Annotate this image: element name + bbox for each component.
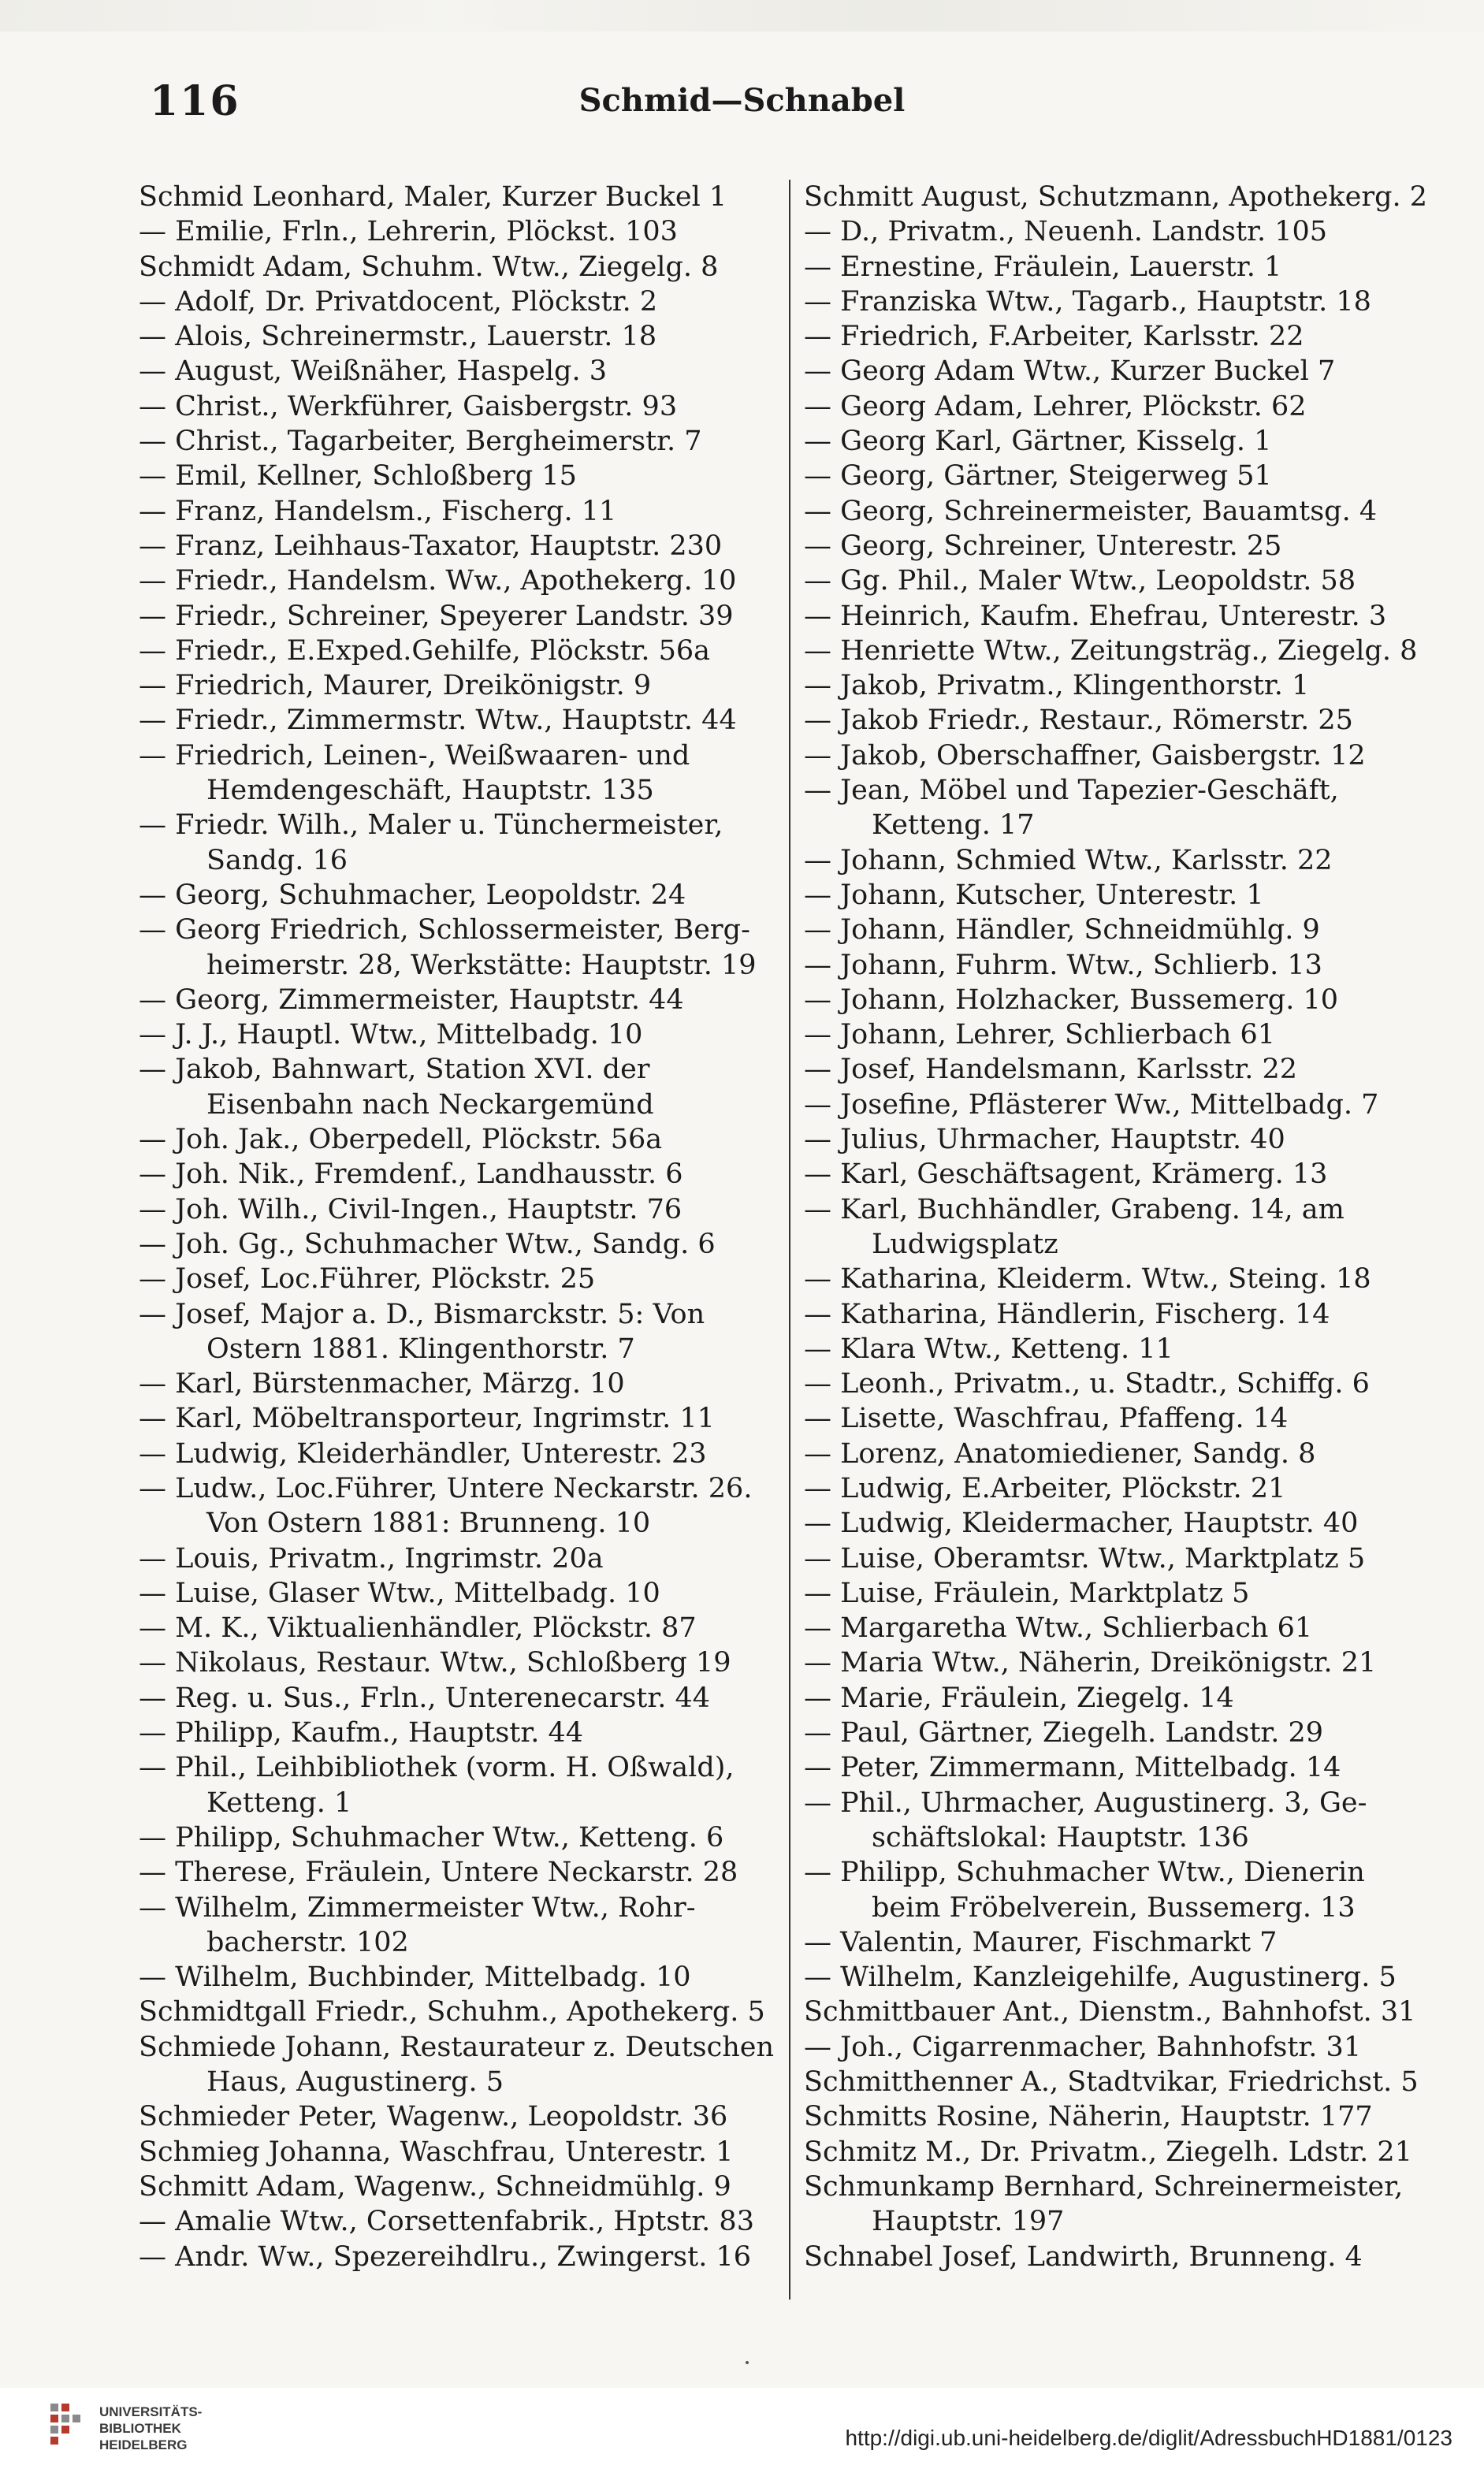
library-name-line-3: HEIDELBERG — [99, 2437, 188, 2452]
directory-entry-line: — Georg, Zimmermeister, Hauptstr. 44 — [139, 983, 684, 1016]
directory-entry-line: — Josef, Major a. D., Bismarckstr. 5: Von — [139, 1298, 705, 1330]
directory-entry-line: Schmitt Adam, Wagenw., Schneidmühlg. 9 — [139, 2170, 731, 2203]
directory-entry-line: — Joh. Wilh., Civil-Ingen., Hauptstr. 76 — [139, 1193, 682, 1225]
directory-entry-line: — Maria Wtw., Näherin, Dreikönigstr. 21 — [804, 1647, 1377, 1679]
directory-entry-line: Haus, Augustinerg. 5 — [206, 2066, 504, 2099]
directory-entry-line: — Josef, Loc.Führer, Plöckstr. 25 — [139, 1263, 596, 1296]
directory-entry-line: — Therese, Fräulein, Untere Neckarstr. 28 — [139, 1857, 738, 1889]
directory-entry-line: — Phil., Leihbibliothek (vorm. H. Oßwald), — [139, 1752, 735, 1784]
page-number: 116 — [150, 77, 240, 125]
directory-entry-line: — Georg Adam, Lehrer, Plöckstr. 62 — [804, 390, 1307, 422]
directory-entry-line: Schmieg Johanna, Waschfrau, Unterestr. 1 — [139, 2136, 734, 2168]
directory-entry-line: — Johann, Schmied Wtw., Karlsstr. 22 — [804, 844, 1333, 876]
directory-entry-line: schäftslokal: Hauptstr. 136 — [872, 1821, 1249, 1853]
directory-entry-line: — Reg. u. Sus., Frln., Unterenecarstr. 44 — [139, 1682, 711, 1714]
directory-entry-line: Schmieder Peter, Wagenw., Leopoldstr. 36 — [139, 2101, 728, 2133]
directory-entry-line: — August, Weißnäher, Haspelg. 3 — [139, 355, 607, 388]
directory-entry-line: — Ludwig, Kleiderhändler, Unterestr. 23 — [139, 1437, 707, 1470]
print-mark — [746, 2361, 749, 2364]
directory-entry-line: — Karl, Bürstenmacher, Märzg. 10 — [139, 1368, 625, 1400]
directory-entry-line: — Franziska Wtw., Tagarb., Hauptstr. 18 — [804, 285, 1371, 318]
directory-entry-line: — Jean, Möbel und Tapezier-Geschäft, — [804, 775, 1339, 807]
column-divider — [789, 180, 790, 2300]
library-name-line-2: BIBLIOTHEK — [99, 2421, 181, 2436]
directory-entry-line: Eisenbahn nach Neckargemünd — [206, 1088, 654, 1121]
directory-entry-line: — Friedrich, Leinen-, Weißwaaren- und — [139, 739, 690, 772]
directory-entry-line: — Amalie Wtw., Corsettenfabrik., Hptstr. 83 — [139, 2206, 754, 2238]
directory-entry-line: Schmunkamp Bernhard, Schreinermeister, — [804, 2170, 1404, 2203]
directory-entry-line: Ketteng. 1 — [206, 1787, 352, 1819]
directory-entry-line: — Katharina, Kleiderm. Wtw., Steing. 18 — [804, 1263, 1371, 1296]
directory-entry-line: — Georg Karl, Gärtner, Kisselg. 1 — [804, 426, 1272, 458]
directory-entry-line: — Georg, Schreinermeister, Bauamtsg. 4 — [804, 495, 1378, 527]
directory-entry-line: — Luise, Oberamtsr. Wtw., Marktplatz 5 — [804, 1542, 1366, 1575]
directory-entry-line: — Katharina, Händlerin, Fischerg. 14 — [804, 1298, 1330, 1330]
directory-entry-line: — Karl, Möbeltransporteur, Ingrimstr. 11 — [139, 1403, 715, 1435]
directory-entry-line: Schmitt August, Schutzmann, Apothekerg. 2 — [804, 181, 1428, 213]
directory-entry-line: — J. J., Hauptl. Wtw., Mittelbadg. 10 — [139, 1019, 643, 1051]
library-name — [99, 2404, 202, 2453]
directory-entry-line: — Margaretha Wtw., Schlierbach 61 — [804, 1612, 1313, 1645]
directory-entry-line: — Gg. Phil., Maler Wtw., Leopoldstr. 58 — [804, 565, 1356, 597]
directory-entry-line: Sandg. 16 — [206, 844, 348, 876]
directory-entry-line: — Christ., Werkführer, Gaisbergstr. 93 — [139, 390, 678, 422]
directory-entry-line: Hemdengeschäft, Hauptstr. 135 — [206, 775, 654, 807]
university-library-logo-icon — [49, 2399, 87, 2454]
directory-entry-line: — Luise, Fräulein, Marktplatz 5 — [804, 1577, 1250, 1609]
directory-entry-line: — Phil., Uhrmacher, Augustinerg. 3, Ge- — [804, 1787, 1367, 1819]
directory-entry-line: — Wilhelm, Zimmermeister Wtw., Rohr- — [139, 1891, 696, 1924]
source-url-link[interactable]: http://digi.ub.uni-heidelberg.de/diglit/AdressbuchHD1881/0123 — [845, 2426, 1452, 2450]
directory-entry-line: — Leonh., Privatm., u. Stadtr., Schiffg. 6 — [804, 1368, 1370, 1400]
directory-entry-line: — Johann, Händler, Schneidmühlg. 9 — [804, 914, 1320, 946]
directory-entry-line: — D., Privatm., Neuenh. Landstr. 105 — [804, 216, 1328, 248]
directory-entry-line: — Henriette Wtw., Zeitungsträg., Ziegelg. 8 — [804, 634, 1418, 667]
paper-edge — [0, 0, 1484, 32]
directory-entry-line: — Julius, Uhrmacher, Hauptstr. 40 — [804, 1124, 1285, 1156]
directory-entry-line: Von Ostern 1881: Brunneng. 10 — [206, 1508, 651, 1540]
directory-entry-line: Schmid Leonhard, Maler, Kurzer Buckel 1 — [139, 181, 727, 213]
directory-entry-line: — Wilhelm, Buchbinder, Mittelbadg. 10 — [139, 1961, 691, 1994]
directory-entry-line: — Karl, Buchhändler, Grabeng. 14, am — [804, 1193, 1345, 1225]
right-column — [804, 180, 1450, 2274]
directory-entry-line: — Georg, Schuhmacher, Leopoldstr. 24 — [139, 879, 686, 911]
directory-entry-line: — Joh., Cigarrenmacher, Bahnhofstr. 31 — [804, 2031, 1362, 2063]
directory-entry-line: — Heinrich, Kaufm. Ehefrau, Unterestr. 3 — [804, 600, 1387, 632]
directory-entry-line: Schmitthenner A., Stadtvikar, Friedrichst. 5 — [804, 2066, 1419, 2099]
directory-entry-line: — Ludwig, Kleidermacher, Hauptstr. 40 — [804, 1508, 1359, 1540]
directory-entry-line: — Georg, Gärtner, Steigerweg 51 — [804, 460, 1272, 493]
directory-entry-line: — Franz, Handelsm., Fischerg. 11 — [139, 495, 617, 527]
directory-entry-line: Schmitz M., Dr. Privatm., Ziegelh. Ldstr. 21 — [804, 2136, 1412, 2168]
directory-entry-line: — Friedrich, F.Arbeiter, Karlsstr. 22 — [804, 321, 1304, 353]
directory-entry-line: — Klara Wtw., Ketteng. 11 — [804, 1333, 1173, 1365]
directory-entry-line: Ostern 1881. Klingenthorstr. 7 — [206, 1333, 635, 1365]
directory-entry-line: — Joh. Nik., Fremdenf., Landhausstr. 6 — [139, 1158, 683, 1191]
directory-entry-line: — Friedr., E.Exped.Gehilfe, Plöckstr. 56a — [139, 634, 711, 667]
directory-entry-line: — Johann, Kutscher, Unterestr. 1 — [804, 879, 1264, 911]
left-column — [139, 180, 785, 2274]
directory-entry-line: — Louis, Privatm., Ingrimstr. 20a — [139, 1542, 604, 1575]
directory-entry-line: Schmittbauer Ant., Dienstm., Bahnhofst. 31 — [804, 1996, 1416, 2028]
directory-entry-line: — Valentin, Maurer, Fischmarkt 7 — [804, 1926, 1278, 1958]
directory-entry-line: Ketteng. 17 — [872, 809, 1035, 842]
directory-entry-line: — Friedr. Wilh., Maler u. Tünchermeister, — [139, 809, 723, 842]
directory-entry-line: Schmidt Adam, Schuhm. Wtw., Ziegelg. 8 — [139, 251, 719, 283]
directory-entry-line: — Ernestine, Fräulein, Lauerstr. 1 — [804, 251, 1282, 283]
directory-entry-line: — Ludw., Loc.Führer, Untere Neckarstr. 26. — [139, 1472, 753, 1504]
directory-entry-line: — Luise, Glaser Wtw., Mittelbadg. 10 — [139, 1577, 660, 1609]
directory-entry-line: — Georg Adam Wtw., Kurzer Buckel 7 — [804, 355, 1336, 388]
directory-entry-line: — Alois, Schreinermstr., Lauerstr. 18 — [139, 321, 657, 353]
directory-entry-line: — Paul, Gärtner, Ziegelh. Landstr. 29 — [804, 1717, 1324, 1749]
running-head: Schmid—Schnabel — [578, 82, 906, 119]
directory-entry-line: Schmitts Rosine, Näherin, Hauptstr. 177 — [804, 2101, 1373, 2133]
directory-entry-line: Ludwigsplatz — [872, 1228, 1058, 1260]
directory-entry-line: — Friedr., Handelsm. Ww., Apothekerg. 10 — [139, 565, 737, 597]
directory-entry-line: — Lorenz, Anatomiediener, Sandg. 8 — [804, 1437, 1316, 1470]
directory-entry-line: heimerstr. 28, Werkstätte: Hauptstr. 19 — [206, 949, 757, 981]
directory-entry-line: Schmidtgall Friedr., Schuhm., Apothekerg. 5 — [139, 1996, 765, 2028]
directory-entry-line: — Nikolaus, Restaur. Wtw., Schloßberg 19 — [139, 1647, 731, 1679]
directory-entry-line: — Adolf, Dr. Privatdocent, Plöckstr. 2 — [139, 285, 658, 318]
directory-entry-line: — Joh. Gg., Schuhmacher Wtw., Sandg. 6 — [139, 1228, 716, 1260]
directory-entry-line: — Christ., Tagarbeiter, Bergheimerstr. 7 — [139, 426, 702, 458]
directory-entry-line: — Friedr., Zimmermstr. Wtw., Hauptstr. 44 — [139, 705, 737, 737]
directory-entry-line: — Philipp, Schuhmacher Wtw., Ketteng. 6 — [139, 1821, 724, 1853]
directory-entry-line: — Johann, Lehrer, Schlierbach 61 — [804, 1019, 1276, 1051]
directory-entry-line: — Franz, Leihhaus-Taxator, Hauptstr. 230 — [139, 530, 723, 562]
directory-entry-line: — Marie, Fräulein, Ziegelg. 14 — [804, 1682, 1234, 1714]
directory-entry-line: — Andr. Ww., Spezereihdlru., Zwingerst. 16 — [139, 2240, 751, 2273]
directory-entry-line: Schnabel Josef, Landwirth, Brunneng. 4 — [804, 2240, 1363, 2273]
directory-entry-line: — Emilie, Frln., Lehrerin, Plöckst. 103 — [139, 216, 678, 248]
directory-entry-line: — Emil, Kellner, Schloßberg 15 — [139, 460, 577, 493]
directory-entry-line: — Georg Friedrich, Schlossermeister, Berg- — [139, 914, 750, 946]
directory-entry-line: — Jakob, Bahnwart, Station XVI. der — [139, 1054, 650, 1086]
directory-entry-line: beim Fröbelverein, Bussemerg. 13 — [872, 1891, 1356, 1924]
directory-entry-line: — Jakob Friedr., Restaur., Römerstr. 25 — [804, 705, 1353, 737]
directory-entry-line: Hauptstr. 197 — [872, 2206, 1065, 2238]
directory-entry-line: — Wilhelm, Kanzleigehilfe, Augustinerg. 5 — [804, 1961, 1397, 1994]
directory-entry-line: — Josefine, Pflästerer Ww., Mittelbadg. 7 — [804, 1088, 1379, 1121]
directory-entry-line: — Georg, Schreiner, Unterestr. 25 — [804, 530, 1282, 562]
directory-entry-line: — Peter, Zimmermann, Mittelbadg. 14 — [804, 1752, 1341, 1784]
directory-entry-line: — Friedr., Schreiner, Speyerer Landstr. 39 — [139, 600, 734, 632]
directory-entry-line: — Philipp, Kaufm., Hauptstr. 44 — [139, 1717, 584, 1749]
library-name-line-1: UNIVERSITÄTS- — [99, 2404, 203, 2419]
directory-entry-line: Schmiede Johann, Restaurateur z. Deutschen — [139, 2031, 775, 2063]
directory-entry-line: — M. K., Viktualienhändler, Plöckstr. 87 — [139, 1612, 697, 1645]
directory-entry-line: — Joh. Jak., Oberpedell, Plöckstr. 56a — [139, 1124, 663, 1156]
directory-entry-line: — Johann, Holzhacker, Bussemerg. 10 — [804, 983, 1338, 1016]
directory-entry-line: — Johann, Fuhrm. Wtw., Schlierb. 13 — [804, 949, 1322, 981]
directory-entry-line: — Josef, Handelsmann, Karlsstr. 22 — [804, 1054, 1298, 1086]
directory-entry-line: — Lisette, Waschfrau, Pfaffeng. 14 — [804, 1403, 1289, 1435]
directory-entry-line: bacherstr. 102 — [206, 1926, 409, 1958]
directory-entry-line: — Ludwig, E.Arbeiter, Plöckstr. 21 — [804, 1472, 1286, 1504]
directory-entry-line: — Jakob, Privatm., Klingenthorstr. 1 — [804, 670, 1310, 702]
directory-entry-line: — Jakob, Oberschaffner, Gaisbergstr. 12 — [804, 739, 1366, 772]
directory-entry-line: — Philipp, Schuhmacher Wtw., Dienerin — [804, 1857, 1365, 1889]
directory-entry-line: — Karl, Geschäftsagent, Krämerg. 13 — [804, 1158, 1328, 1191]
directory-entry-line: — Friedrich, Maurer, Dreikönigstr. 9 — [139, 670, 652, 702]
